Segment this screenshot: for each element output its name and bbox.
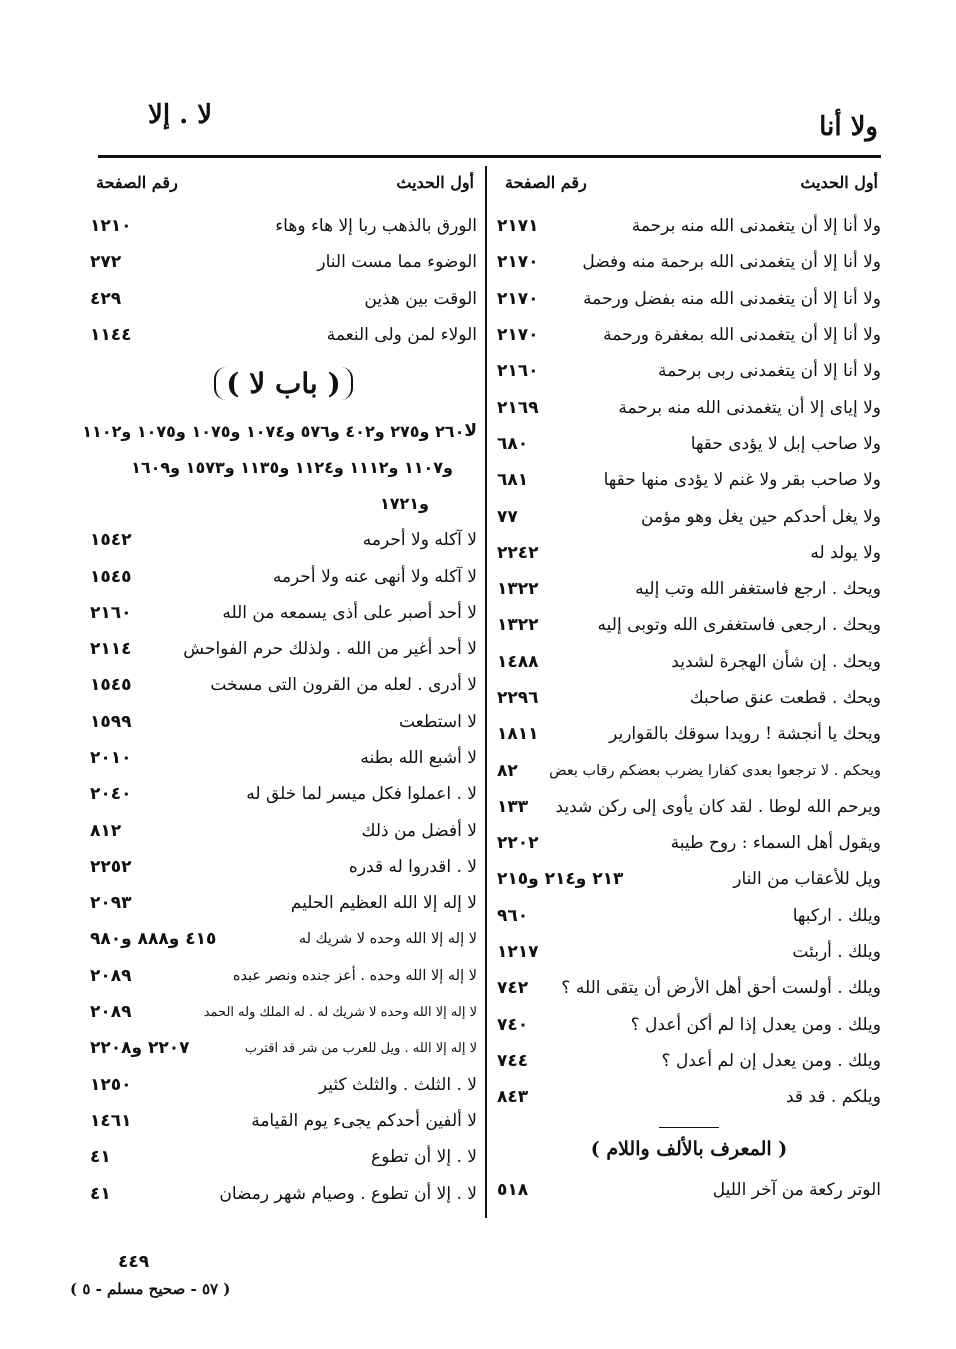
entry-page: ٢٢٤٢ (497, 542, 539, 563)
entry-text: الوقت بين هذين (364, 288, 477, 309)
list-item (90, 208, 477, 244)
entry-text: لا أحد أصبر على أذى يسمعه من الله (222, 602, 477, 623)
entry-page: ٢١٧١ (497, 216, 539, 237)
list-item (90, 1139, 477, 1175)
list-item (497, 644, 881, 680)
list-item (497, 1171, 881, 1207)
entry-page: ٢١١٤ (90, 639, 132, 660)
section-rule (659, 1127, 719, 1128)
list-item (90, 704, 477, 740)
list-item (90, 1030, 477, 1066)
entry-page: ٩٦٠ (497, 905, 529, 926)
entry-page: ٢٧٢ (90, 252, 122, 273)
entry-text: ولا أنا إلا أن يتغمدنى الله منه برحمة (631, 216, 881, 237)
entry-page: ٢٢٠٢ (497, 833, 539, 854)
entry-text: ولا يولد له (810, 542, 881, 563)
left-col-header-page: رقم الصفحة (96, 173, 178, 192)
list-item (497, 680, 881, 716)
section-heading-definite (497, 1115, 881, 1171)
list-item (90, 631, 477, 667)
entry-page: ٢٢٥٢ (90, 856, 132, 877)
entry-page: ٢٠٤٠ (90, 784, 132, 805)
la-entry-line-1 (82, 413, 477, 449)
list-item (497, 535, 881, 571)
entry-pages: ٢٦٠ و٢٧٥ و٤٠٢ و٥٧٦ و١٠٧٤ و١٠٧٥ و١٠٧٥ و١١٠٢ (82, 421, 465, 441)
entry-page: ٧٧ (497, 506, 518, 527)
entry-text: ويلك . ومن يعدل إذا لم أكن أعدل ؟ (630, 1014, 881, 1035)
entry-page: ١٥٤٢ (90, 530, 132, 551)
entry-text: لا . إلا أن تطوع (371, 1147, 477, 1168)
entry-text: لا إله إلا الله وحده لا شريك له (298, 931, 477, 948)
entry-text: ويلك . ومن يعدل إن لم أعدل ؟ (661, 1050, 881, 1071)
entry-page: ٤١ (90, 1183, 111, 1204)
entry-page: ١٥٤٥ (90, 566, 132, 587)
entry-text: ويحك . إن شأن الهجرة لشديد (671, 651, 881, 672)
entry-page: ٧٤٢ (497, 978, 529, 999)
entry-text: ولا أنا إلا أن يتغمدنى الله منه بفضل ورحمة (583, 288, 881, 309)
list-item (90, 812, 477, 848)
entry-page: ١٣٢٢ (497, 615, 539, 636)
entry-page: ٢٠٨٩ (90, 965, 132, 986)
list-item (90, 958, 477, 994)
entry-page: ٥١٨ (497, 1179, 529, 1200)
entry-text: ويرحم الله لوطا . لقد كان يأوى إلى ركن شديد (555, 796, 881, 817)
entry-text: ويحك . قطعت عنق صاحبك (689, 688, 881, 708)
list-item (90, 317, 477, 353)
entry-text: لا إله إلا الله وحده لا شريك له . له الملك وله الحمد (203, 1004, 477, 1020)
list-item (497, 752, 881, 788)
entry-text: ولا صاحب إبل لا يؤدى حقها (690, 433, 881, 454)
entry-page: ١٥٤٥ (90, 675, 132, 696)
list-item (497, 716, 881, 752)
entry-page: ٢٠١٠ (90, 748, 132, 768)
section-heading-bab-la (90, 353, 477, 413)
list-item (497, 825, 881, 861)
list-item (497, 789, 881, 825)
list-item (497, 353, 881, 389)
list-item (90, 1175, 477, 1211)
list-item (90, 244, 477, 280)
list-item (497, 317, 881, 353)
entry-text: الورق بالذهب ربا إلا هاء وهاء (275, 216, 477, 237)
footer-signature: ( ٥٧ - صحيح مسلم - ٥ ) (70, 1280, 231, 1298)
entry-page: ٦٨٠ (497, 433, 529, 454)
entry-page: ٢١٦٠ (90, 602, 132, 623)
entry-text: الوضوء مما مست النار (317, 252, 477, 273)
entry-page: ١٣٣ (497, 796, 529, 817)
entry-text: لا آكله ولا أحرمه (362, 530, 477, 551)
list-item (497, 1043, 881, 1079)
list-item (497, 934, 881, 970)
la-entry-line-2 (90, 449, 477, 485)
entry-text: ويحك يا أنجشة ! رويدا سوقك بالقوارير (609, 724, 881, 745)
entry-page: ١٤٨٨ (497, 651, 539, 672)
entry-text: ويلكم . قد قد (786, 1087, 881, 1108)
entry-text: ويلك . أربئت (792, 942, 881, 963)
entry-page: ٢١٣ و٢١٤ و٢١٥ (497, 869, 624, 890)
list-item (90, 885, 477, 921)
entry-text: لا ألفين أحدكم يجىء يوم القيامة (251, 1110, 477, 1131)
entry-text: لا أحد أغير من الله . ولذلك حرم الفواحش (183, 639, 477, 660)
list-item (90, 994, 477, 1030)
running-header-left: لا . إلا (148, 100, 213, 130)
list-item (497, 1007, 881, 1043)
list-item (497, 244, 881, 280)
entry-page: ٢١٦٩ (497, 397, 539, 418)
entry-pages: و١١٠٧ و١١١٢ و١١٢٤ و١١٣٥ و١٥٧٣ و١٦٠٩ (131, 458, 453, 478)
list-item (497, 861, 881, 897)
list-item (90, 776, 477, 812)
entry-page: ٦٨١ (497, 470, 529, 491)
list-item (90, 667, 477, 703)
entry-text: لا إله إلا الله العظيم الحليم (290, 893, 477, 914)
entry-page: ١٣٢٢ (497, 579, 539, 600)
entry-text: لا . الثلث . والثلث كثير (318, 1074, 477, 1095)
entry-page: ٨٤٣ (497, 1087, 529, 1108)
entry-page: ١١٤٤ (90, 325, 132, 346)
list-item (90, 1067, 477, 1103)
list-item (497, 426, 881, 462)
list-item (497, 898, 881, 934)
list-item (497, 970, 881, 1006)
entry-page: ٢٠٩٣ (90, 893, 132, 914)
entry-page: ٢١٧٠ (497, 288, 539, 309)
entry-text: لا أشبع الله بطنه (360, 748, 477, 768)
running-header-right: ولا أنا (819, 112, 878, 142)
entry-page: ١٥٩٩ (90, 711, 132, 732)
entry-page: ٧٤٠ (497, 1014, 529, 1035)
entry-page: ١٤٦١ (90, 1110, 132, 1131)
entry-page: ٢١٧٠ (497, 325, 539, 346)
entry-text: لا إله إلا الله . ويل للعرب من شر قد اقترب (244, 1040, 477, 1056)
entry-page: ٤١ (90, 1147, 111, 1168)
section-heading-text: ( باب لا ) (214, 367, 352, 400)
entry-text: ولا أنا إلا أن يتغمدنى الله بمغفرة ورحمة (603, 325, 881, 346)
entry-text: ويقول أهل السماء : روح طيبة (670, 833, 881, 854)
entry-text: ويلك . أولست أحق أهل الأرض أن يتقى الله ؟ (561, 978, 881, 999)
list-item (90, 595, 477, 631)
entry-page: ١٢١٠ (90, 216, 132, 237)
right-col-header-text: أول الحديث (800, 173, 878, 192)
right-col-header-page: رقم الصفحة (505, 173, 587, 192)
list-item (497, 571, 881, 607)
list-item (90, 281, 477, 317)
entry-text: ولا يغل أحدكم حين يغل وهو مؤمن (641, 506, 881, 527)
entry-text: ولا صاحب بقر ولا غنم لا يؤدى منها حقها (603, 470, 881, 491)
header-rule (98, 155, 881, 158)
entry-page: ٢١٧٠ (497, 252, 539, 273)
entry-page: ٤٢٩ (90, 288, 122, 309)
entry-pages: و١٧٢١ (379, 494, 429, 514)
column-divider (485, 166, 487, 1218)
entry-label: لا (464, 421, 477, 442)
list-item (497, 281, 881, 317)
entry-text: لا آكله ولا أنهى عنه ولا أحرمه (272, 566, 477, 587)
right-column (497, 208, 881, 1218)
entry-page: ١٢٥٠ (90, 1074, 132, 1095)
entry-text: لا استطعت (398, 711, 477, 732)
entry-page: ٨٢ (497, 760, 518, 781)
entry-page: ٤١٥ و٨٨٨ و٩٨٠ (90, 929, 217, 950)
entry-text: لا . إلا أن تطوع . وصيام شهر رمضان (219, 1183, 477, 1204)
left-col-header-text: أول الحديث (396, 173, 474, 192)
entry-text: ويلك . اركبها (792, 905, 881, 926)
entry-page: ١٢١٧ (497, 942, 539, 963)
left-column (82, 208, 477, 1218)
list-item (497, 607, 881, 643)
entry-page: ٨١٢ (90, 820, 122, 841)
entry-page: ٢٢٠٧ و٢٢٠٨ (90, 1038, 190, 1059)
list-item (90, 849, 477, 885)
list-item (90, 921, 477, 957)
list-item (497, 498, 881, 534)
entry-text: ولا أنا إلا أن يتغمدنى ربى برحمة (658, 361, 881, 382)
page-number: ٤٤٩ (118, 1252, 150, 1272)
la-entry-line-3 (90, 486, 477, 522)
entry-page: ١٨١١ (497, 724, 539, 745)
list-item (497, 389, 881, 425)
entry-text: لا أفضل من ذلك (361, 820, 477, 841)
list-item (497, 208, 881, 244)
entry-text: ويحك . ارجع فاستغفر الله وتب إليه (635, 579, 881, 600)
entry-text: ويحكم . لا ترجعوا بعدى كفارا يضرب بعضكم رقاب بعض (549, 762, 881, 779)
entry-text: ولا إياى إلا أن يتغمدنى الله منه برحمة (618, 397, 881, 418)
entry-text: لا أدرى . لعله من القرون التى مسخت (210, 675, 477, 696)
entry-page: ٢٢٩٦ (497, 688, 539, 708)
entry-text: ولا أنا إلا أن يتغمدنى الله برحمة منه وفضل (582, 252, 881, 273)
entry-text: الوتر ركعة من آخر الليل (712, 1179, 881, 1200)
entry-text: ويحك . ارجعى فاستغفرى الله وتوبى إليه (597, 615, 881, 636)
entry-text: لا . اقدروا له قدره (348, 856, 477, 877)
entry-text: لا إله إلا الله وحده . أعز جنده ونصر عبده (232, 967, 477, 984)
entry-text: الولاء لمن ولى النعمة (326, 325, 477, 346)
list-item (90, 558, 477, 594)
list-item (497, 1079, 881, 1115)
entry-text: لا . اعملوا فكل ميسر لما خلق له (246, 784, 477, 805)
list-item (90, 522, 477, 558)
entry-page: ٢١٦٠ (497, 361, 539, 382)
list-item (90, 1103, 477, 1139)
list-item (90, 740, 477, 776)
section-heading-text: ( المعرف بالألف واللام ) (590, 1137, 788, 1160)
entry-text: ويل للأعقاب من النار (733, 869, 881, 890)
list-item (497, 462, 881, 498)
entry-page: ٢٠٨٩ (90, 1002, 132, 1023)
entry-page: ٧٤٤ (497, 1050, 529, 1071)
